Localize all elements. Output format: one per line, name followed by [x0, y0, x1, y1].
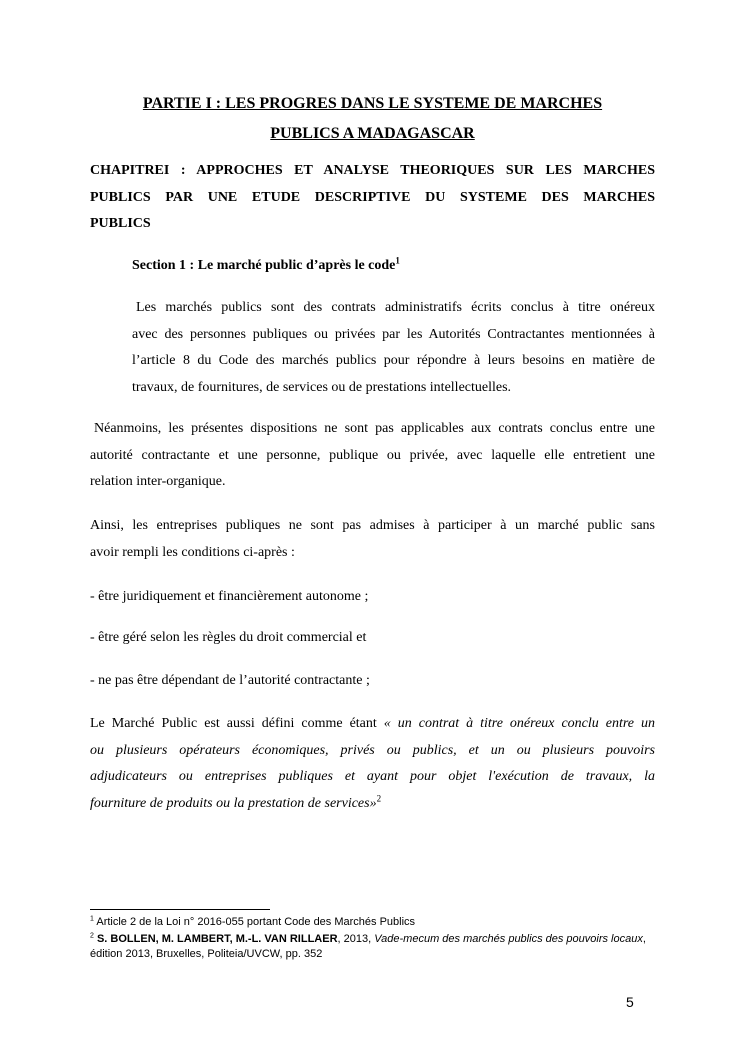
paragraph-line: Les marchés publics sont des contrats administratifs écrits conclus à titre onéreux	[136, 300, 655, 315]
page-number: 5	[626, 994, 634, 1010]
list-item	[90, 625, 655, 652]
footnote-2-rest: , édition 2013, Bruxelles, Politeia/UVCW, pp. 352	[90, 933, 646, 960]
list-item-text: - être juridiquement et financièrement autonome ;	[90, 589, 369, 604]
paragraph-line	[90, 738, 655, 765]
footnote-2	[90, 932, 670, 962]
paragraph-line: autorité contractante et une personne, publique ou privée, avec laquelle elle entretient une	[90, 447, 655, 463]
footnote-2-year: , 2013,	[337, 933, 375, 945]
paragraph-line: travaux, de fournitures, de services ou de prestations intellectuelles.	[132, 379, 512, 395]
footnote-1-text: Article 2 de la Loi n° 2016-055 portant Code des Marchés Publics	[96, 916, 416, 928]
part-title-line-2: PUBLICS A MADAGASCAR	[270, 125, 475, 142]
chapter-title-line-3: PUBLICS	[90, 216, 151, 231]
paragraph-quote-definition	[90, 711, 655, 817]
chapter-title-line-1: CHAPITREI : APPROCHES ET ANALYSE THEORIQUES SUR LES MARCHES	[90, 163, 655, 178]
section-title	[132, 256, 400, 276]
paragraph-line: avoir rempli les conditions ci-après :	[90, 544, 295, 560]
list-item	[90, 668, 655, 695]
paragraph-definition	[132, 295, 655, 401]
chapter-title-line-2: PUBLICS PAR UNE ETUDE DESCRIPTIVE DU SYSTEME DES MARCHES	[90, 189, 655, 205]
part-title	[90, 89, 655, 149]
section-title-text: Section 1 : Le marché public d’après le code	[132, 258, 396, 273]
footnote-separator	[90, 909, 270, 910]
footnote-ref-1: 1	[395, 255, 400, 266]
quote-line-1: « un contrat à titre onéreux conclu entre un	[383, 716, 655, 731]
quote-intro: Le Marché Public est aussi défini comme étant	[90, 716, 384, 731]
footnote-1	[90, 915, 670, 930]
list-item	[90, 584, 655, 611]
footnote-ref-2: 2	[376, 792, 382, 803]
paragraph-line: l’article 8 du Code des marchés publics pour répondre à leurs besoins en matière de	[132, 353, 655, 368]
paragraph-line: Ainsi, les entreprises publiques ne sont pas admises à participer à un marché public sans	[90, 518, 655, 533]
part-title-line-1: PARTIE I : LES PROGRES DANS LE SYSTEME DE MARCHES	[142, 95, 603, 112]
list-item-text: - être géré selon les règles du droit commercial et	[90, 630, 367, 645]
paragraph-line: relation inter-organique.	[90, 474, 226, 489]
quote-line-2: ou plusieurs opérateurs économiques, privés ou publics, et un ou plusieurs pouvoirs	[90, 742, 655, 758]
paragraph-exclusions	[90, 416, 655, 496]
list-item-text: - ne pas être dépendant de l’autorité contractante ;	[90, 673, 370, 688]
chapter-title	[90, 158, 655, 238]
footnote-2-authors: S. BOLLEN, M. LAMBERT, M.-L. VAN RILLAER	[96, 933, 338, 945]
paragraph-conditions	[90, 513, 655, 566]
paragraph-line	[90, 764, 655, 791]
footnote-2-title: Vade-mecum des marchés publics des pouvoirs locaux	[374, 933, 643, 945]
paragraph-line	[90, 791, 655, 818]
quote-line-4: fourniture de produits ou la prestation de services»	[90, 795, 377, 811]
paragraph-line: Néanmoins, les présentes dispositions ne sont pas applicables aux contrats conclus entre une	[94, 421, 655, 436]
paragraph-line	[90, 711, 655, 738]
footnote-1-number: 1	[90, 915, 94, 923]
footnote-2-number: 2	[90, 932, 94, 940]
paragraph-line: avec des personnes publiques ou privées par les Autorités Contractantes mentionnées à	[132, 326, 655, 342]
quote-line-3: adjudicateurs ou entreprises publiques et ayant pour objet l'exécution de travaux, la	[90, 769, 655, 784]
